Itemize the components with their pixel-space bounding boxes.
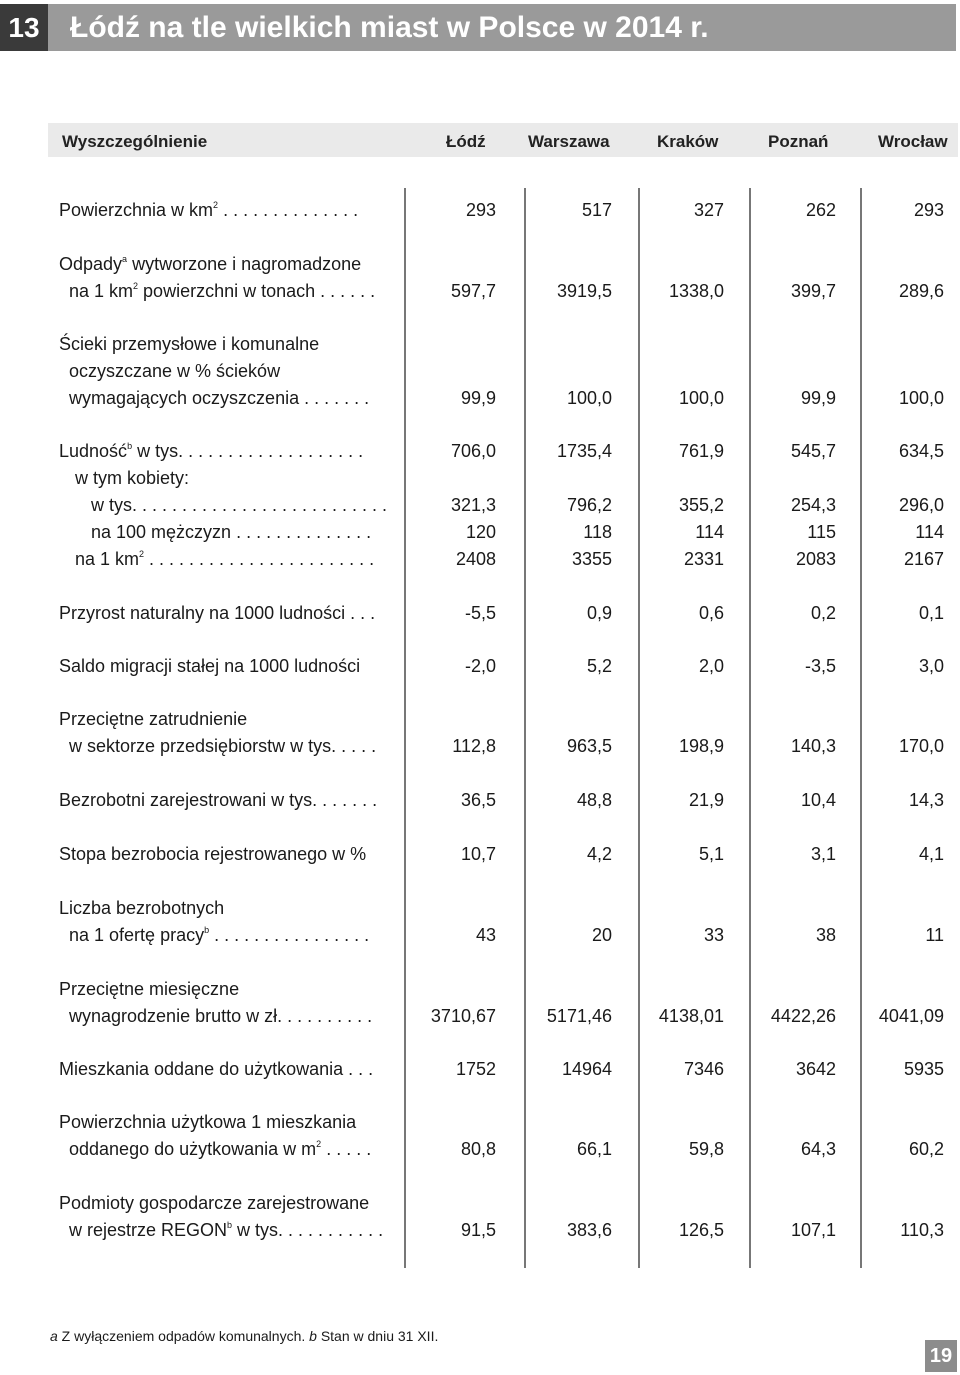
column-divider: [404, 188, 406, 1268]
table-cell: 327: [693, 200, 724, 220]
row-label: na 1 ofertę pracy$^b$ . . . . . . . . . . . . . . . .: [69, 925, 370, 945]
table-cell: 2083: [795, 549, 836, 569]
title-bar: [0, 4, 956, 51]
table-cell: 293: [913, 200, 944, 220]
column-header-lodz: Łódź: [446, 132, 486, 151]
table-cell: 43: [475, 925, 496, 945]
row-label: Liczba bezrobotnych: [59, 898, 225, 918]
table-cell: 14964: [561, 1059, 612, 1079]
chapter-number: 13: [0, 4, 48, 51]
table-cell: 289,6: [898, 281, 944, 301]
table-cell: 1752: [455, 1059, 496, 1079]
table-cell: 115: [807, 522, 836, 542]
table-cell: 796,2: [566, 495, 612, 515]
column-divider: [638, 188, 640, 1268]
table-cell: 4422,26: [770, 1006, 836, 1026]
row-label: wynagrodzenie brutto w zł. . . . . . . . . .: [69, 1006, 373, 1026]
table-cell: -5,5: [464, 603, 496, 623]
table-cell: 517: [581, 200, 612, 220]
footnote: [50, 1328, 438, 1344]
row-label: Odpady$^a$ wytworzone i nagromadzone: [59, 254, 362, 274]
row-label: Saldo migracji stałej na 1000 ludności: [59, 656, 361, 676]
table-cell: 80,8: [460, 1139, 496, 1159]
table-cell: 0,1: [918, 603, 944, 623]
row-label: Stopa bezrobocia rejestrowanego w %: [59, 844, 367, 864]
table-cell: 99,9: [800, 388, 836, 408]
table-cell: 545,7: [790, 441, 836, 461]
table-cell: 321,3: [450, 495, 496, 515]
table-cell: -2,0: [464, 656, 496, 676]
table-cell: 14,3: [908, 790, 944, 810]
footnote-marker-b: b: [309, 1328, 317, 1344]
table-cell: 4,2: [586, 844, 612, 864]
page-title: Łódź na tle wielkich miast w Polsce w 2014 r.: [70, 11, 709, 44]
table-cell: 10,4: [800, 790, 836, 810]
table-cell: 3,0: [918, 656, 944, 676]
column-divider: [860, 188, 862, 1268]
table-cell: 2167: [903, 549, 944, 569]
table-cell: 634,5: [898, 441, 944, 461]
table-cell: 2,0: [698, 656, 724, 676]
table-cell: 5,1: [698, 844, 724, 864]
table-cell: 100,0: [898, 388, 944, 408]
row-label: Ścieki przemysłowe i komunalne: [59, 334, 320, 354]
table-cell: 262: [805, 200, 836, 220]
table-cell: 5171,46: [546, 1006, 612, 1026]
table-cell: 2408: [455, 549, 496, 569]
table-cell: 597,7: [450, 281, 496, 301]
row-label: Powierzchnia w $km^2$ . . . . . . . . . . . . . .: [59, 200, 359, 220]
row-label: w rejestrze REGON$^b$ w tys. . . . . . . . . . .: [69, 1220, 384, 1240]
column-divider: [749, 188, 751, 1268]
table-cell: 0,2: [810, 603, 836, 623]
table-cell: 355,2: [678, 495, 724, 515]
row-label: oczyszczane w % ścieków: [69, 361, 281, 381]
table-cell: 963,5: [566, 736, 612, 756]
row-label: na 100 mężczyzn . . . . . . . . . . . . . .: [91, 522, 372, 542]
table-cell: 64,3: [800, 1139, 836, 1159]
table-cell: 21,9: [688, 790, 724, 810]
row-label: Przyrost naturalny na 1000 ludności . . .: [59, 603, 376, 623]
table-cell: 7346: [683, 1059, 724, 1079]
row-label: w tym kobiety:: [75, 468, 190, 488]
table-cell: 3710,67: [430, 1006, 496, 1026]
table-cell: 114: [915, 522, 944, 542]
table-header: [48, 123, 958, 157]
column-header-warszawa: Warszawa: [528, 132, 610, 151]
table-cell: 114: [695, 522, 724, 542]
table-cell: 110,3: [900, 1220, 944, 1240]
table-cell: 36,5: [460, 790, 496, 810]
table-cell: 120: [465, 522, 496, 542]
table-cell: 4041,09: [878, 1006, 944, 1026]
table-cell: 0,9: [586, 603, 612, 623]
table-cell: 140,3: [790, 736, 836, 756]
table-cell: 1338,0: [668, 281, 724, 301]
table-cell: 112,8: [452, 736, 496, 756]
table-cell: 4,1: [918, 844, 944, 864]
table-cell: 5935: [903, 1059, 944, 1079]
table-cell: 118: [583, 522, 612, 542]
row-label: Przeciętne miesięczne: [59, 979, 240, 999]
table-cell: 761,9: [678, 441, 724, 461]
row-label: na 1 $km^2$ . . . . . . . . . . . . . . . . . . . . . . .: [75, 549, 375, 569]
table-cell: 0,6: [698, 603, 724, 623]
table-cell: 99,9: [460, 388, 496, 408]
row-label: na 1 $km^2$ powierzchni w tonach . . . . . .: [69, 281, 376, 301]
row-label: Powierzchnia użytkowa 1 mieszkania: [59, 1112, 357, 1132]
table-cell: 170,0: [898, 736, 944, 756]
table-cell: 20: [591, 925, 612, 945]
table-cell: 2331: [683, 549, 724, 569]
table-cell: 293: [465, 200, 496, 220]
row-label: Podmioty gospodarcze zarejestrowane: [59, 1193, 370, 1213]
row-label: w tys. . . . . . . . . . . . . . . . . . . . . . . . . .: [91, 495, 388, 515]
column-header-poznan: Poznań: [768, 132, 829, 151]
row-label: Mieszkania oddane do użytkowania . . .: [59, 1059, 374, 1079]
table-cell: 3355: [571, 549, 612, 569]
table-cell: 48,8: [576, 790, 612, 810]
table-cell: -3,5: [804, 656, 836, 676]
row-label: w sektorze przedsiębiorstw w tys. . . . .: [69, 736, 377, 756]
table-cell: 60,2: [908, 1139, 944, 1159]
table-cell: 100,0: [678, 388, 724, 408]
table-cell: 66,1: [576, 1139, 612, 1159]
table-cell: 11: [925, 925, 944, 945]
table-cell: 254,3: [790, 495, 836, 515]
table-cell: 1735,4: [556, 441, 612, 461]
table-cell: 4138,01: [658, 1006, 724, 1026]
table-cell: 3919,5: [556, 281, 612, 301]
footnote-text-b: Stan w dniu 31 XII.: [316, 1328, 439, 1344]
column-header-wroclaw: Wrocław: [878, 132, 948, 151]
table-cell: 91,5: [460, 1220, 496, 1240]
row-label: wymagających oczyszczenia . . . . . . .: [69, 388, 370, 408]
table-cell: 33: [703, 925, 724, 945]
table-cell: 5,2: [586, 656, 612, 676]
table-cell: 399,7: [790, 281, 836, 301]
page-number: 19: [925, 1340, 957, 1372]
table-cell: 383,6: [566, 1220, 612, 1240]
footnote-marker-a: a: [50, 1328, 58, 1344]
footnote-text-a: Z wyłączeniem odpadów komunalnych.: [57, 1328, 310, 1344]
table-cell: 706,0: [450, 441, 496, 461]
column-header-description: Wyszczególnienie: [62, 132, 208, 151]
table-cell: 100,0: [566, 388, 612, 408]
row-label: Bezrobotni zarejestrowani w tys. . . . . . .: [59, 790, 378, 810]
table-cell: 3,1: [810, 844, 836, 864]
table-cell: 38: [815, 925, 836, 945]
row-label: Przeciętne zatrudnienie: [59, 709, 248, 729]
table-cell: 198,9: [678, 736, 724, 756]
table-cell: 107,1: [790, 1220, 836, 1240]
row-label: Ludność$^b$ w tys. . . . . . . . . . . . . . . . . . .: [59, 441, 364, 461]
column-divider: [524, 188, 526, 1268]
table-cell: 59,8: [688, 1139, 724, 1159]
table-cell: 3642: [795, 1059, 836, 1079]
table-cell: 296,0: [898, 495, 944, 515]
table-cell: 126,5: [678, 1220, 724, 1240]
column-header-krakow: Kraków: [657, 132, 719, 151]
row-label: oddanego do użytkowania w $m^2$ . . . . .: [69, 1139, 372, 1159]
table-cell: 10,7: [460, 844, 496, 864]
